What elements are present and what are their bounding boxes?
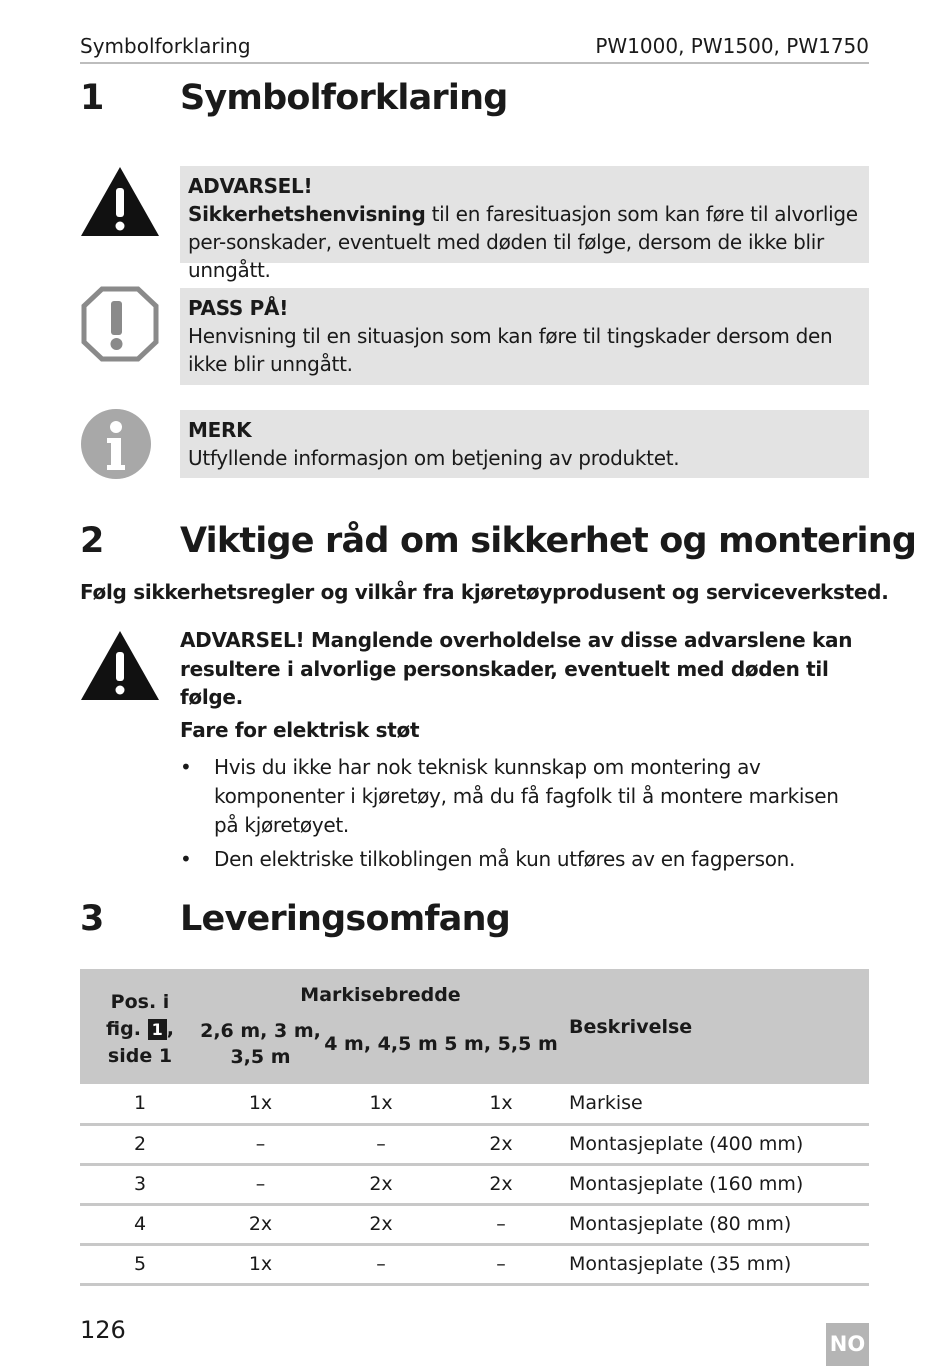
info-heading: MERK xyxy=(188,418,252,442)
section-2-number: 2 xyxy=(80,521,104,561)
figure-ref-badge: 1 xyxy=(148,1019,167,1040)
table-row: 5 1x – – Montasjeplate (35 mm) xyxy=(80,1244,869,1284)
page-number: 126 xyxy=(80,1316,126,1344)
section-1-title: Symbolforklaring xyxy=(180,78,508,118)
info-note xyxy=(180,410,869,478)
caution-heading: PASS PÅ! xyxy=(188,296,289,320)
running-header xyxy=(80,32,869,64)
width-col-2-header: 4 m, 4,5 m xyxy=(321,1013,441,1084)
width-col-3-header: 5 m, 5,5 m xyxy=(441,1013,561,1084)
warning-text: til en faresituasjon som kan føre til alvorlige per-sonskader, eventuelt med døden til følge, dersom de ikke blir unngått. xyxy=(188,202,858,282)
awning-width-header: Markisebredde xyxy=(200,969,561,1013)
table-row: 1 1x 1x 1x Markise xyxy=(80,1084,869,1124)
caution-octagon-icon xyxy=(80,286,160,366)
warning-term: Sikkerhetshenvisning xyxy=(188,202,426,226)
table-row: 3 – 2x 2x Montasjeplate (160 mm) xyxy=(80,1164,869,1204)
info-text: Utfyllende informasjon om betjening av produktet. xyxy=(188,446,680,470)
bullet-text: Hvis du ikke har nok teknisk kunnskap om montering av komponenter i kjøretøy, må du få fagfolk til å montere markisen på kjøretøyet. xyxy=(214,755,839,837)
bullet-icon: • xyxy=(180,755,192,779)
warning-heading: ADVARSEL! xyxy=(188,174,313,198)
bullet-text: Den elektriske tilkoblingen må kun utføres av en fagperson. xyxy=(214,847,796,871)
scope-of-delivery-table xyxy=(80,969,869,1286)
width-col-1-header: 2,6 m, 3 m, 3,5 m xyxy=(200,1013,321,1084)
warning-triangle-icon xyxy=(80,628,160,708)
safety-subheading: Fare for elektrisk støt xyxy=(180,718,420,742)
section-2-title: Viktige råd om sikkerhet og montering xyxy=(180,521,917,561)
warning-triangle-icon xyxy=(80,164,160,244)
info-icon xyxy=(80,408,160,488)
safety-warning: ADVARSEL! Manglende overholdelse av disse advarslene kan resultere i alvorlige personskader, eventuelt med døden til følge. xyxy=(180,628,853,709)
table-row: 4 2x 2x – Montasjeplate (80 mm) xyxy=(80,1204,869,1244)
description-header: Beskrivelse xyxy=(561,969,869,1084)
section-1-number: 1 xyxy=(80,78,104,118)
header-models: PW1000, PW1500, PW1750 xyxy=(595,34,869,58)
table-row: 2 – – 2x Montasjeplate (400 mm) xyxy=(80,1124,869,1164)
section-3-number: 3 xyxy=(80,899,104,939)
safety-lead: Følg sikkerhetsregler og vilkår fra kjøretøyprodusent og serviceverksted. xyxy=(80,580,889,604)
section-3-title: Leveringsomfang xyxy=(180,899,510,939)
language-tab: NO xyxy=(826,1323,869,1366)
pos-header: Pos. i fig. 1 , side 1 xyxy=(80,969,200,1084)
list-item xyxy=(180,845,869,874)
warning-note xyxy=(180,166,869,282)
list-item xyxy=(180,753,869,840)
bullet-icon: • xyxy=(180,847,192,871)
caution-note xyxy=(180,288,869,385)
header-chapter: Symbolforklaring xyxy=(80,34,251,58)
safety-bullet-list xyxy=(180,753,869,879)
caution-text: Henvisning til en situasjon som kan føre til tingskader dersom den ikke blir unngått. xyxy=(188,324,833,376)
